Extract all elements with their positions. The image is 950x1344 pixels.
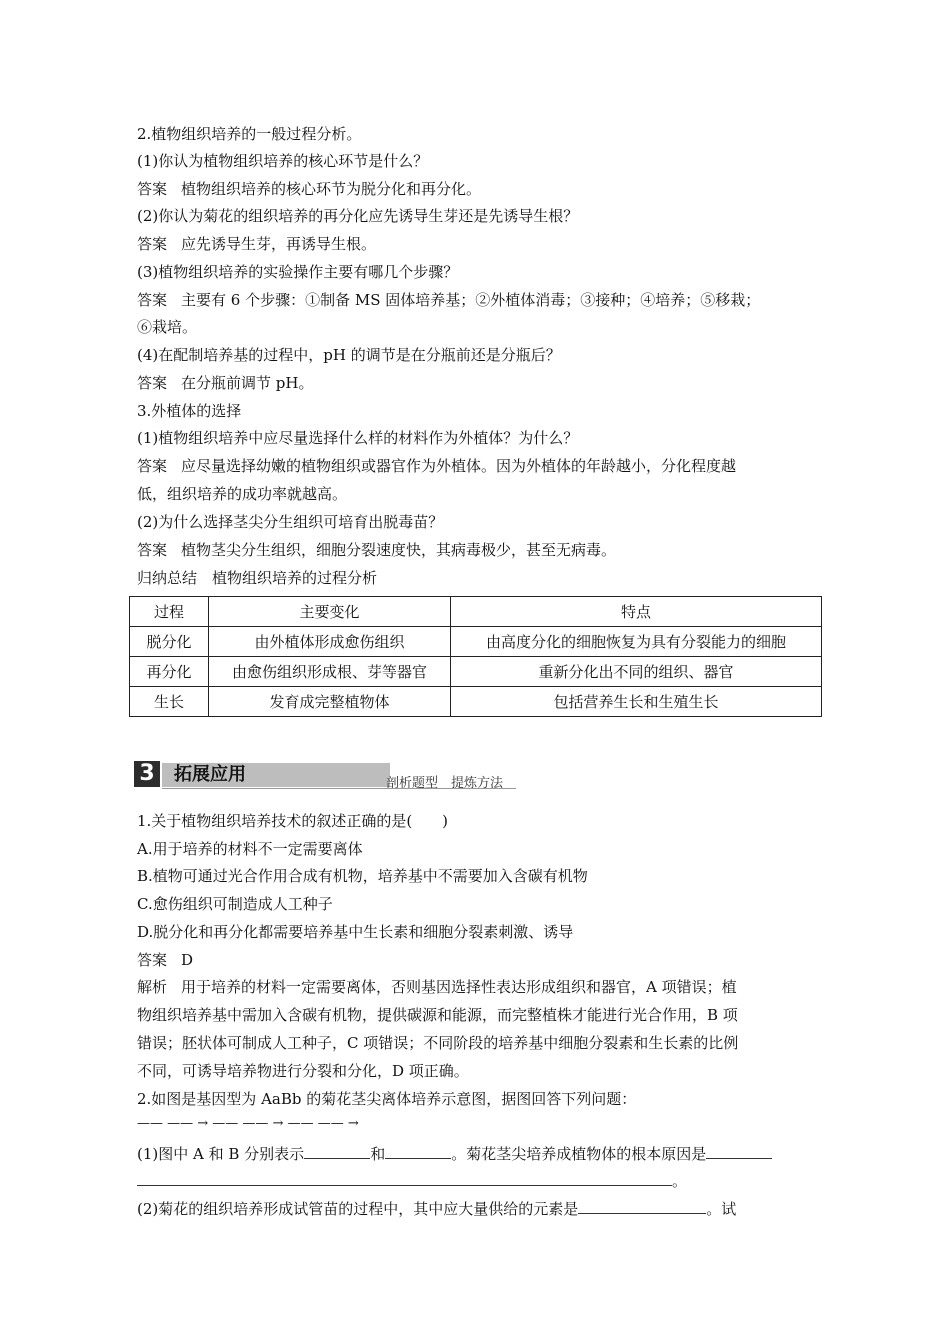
question1-analysis — [137, 977, 817, 997]
answer-label: 答案 — [137, 457, 168, 475]
section2-question-3: (3)植物组织培养的实验操作主要有哪几个步骤？ — [137, 263, 459, 281]
answer-text: 在分瓶前调节 pH。 — [181, 374, 314, 392]
table-row — [130, 657, 822, 687]
section3-question-1: (1)植物组织培养中应尽量选择什么样的材料作为外植体？为什么？ — [137, 429, 579, 447]
table-header: 特点 — [451, 597, 822, 627]
section3-heading: 3.外植体的选择 — [137, 402, 242, 420]
section2-question-4: (4)在配制培养基的过程中，pH 的调节是在分瓶前还是分瓶后？ — [137, 346, 561, 364]
answer-label: 答案 — [137, 374, 168, 392]
question1-analysis-cont: 不同，可诱导培养物进行分裂和分化，D 项正确。 — [137, 1062, 469, 1080]
answer-blank[interactable] — [304, 1144, 370, 1159]
answer-label: 答案 — [137, 180, 168, 198]
question1-stem: 1.关于植物组织培养技术的叙述正确的是( ) — [137, 812, 449, 830]
answer-label: 答案 — [137, 291, 168, 309]
analysis-label: 解析 — [137, 978, 168, 996]
table-header: 主要变化 — [209, 597, 451, 627]
section-number-badge: 3 — [134, 761, 160, 787]
summary-title: 归纳总结 植物组织培养的过程分析 — [137, 569, 378, 587]
table-row — [130, 687, 822, 717]
answer-text: 应先诱导生芽，再诱导生根。 — [181, 235, 377, 253]
banner-subtitle: 剖析题型 提炼方法 — [386, 776, 504, 791]
question1-analysis-cont: 物组织培养基中需加入含碳有机物，提供碳源和能源，而完整植株才能进行光合作用，B 项 — [137, 1006, 738, 1024]
banner-title: 拓展应用 — [174, 764, 246, 785]
question2-part1-cont — [137, 1171, 817, 1191]
table-cell: 生长 — [130, 687, 209, 717]
answer-blank[interactable] — [385, 1144, 451, 1159]
banner-divider — [162, 788, 516, 789]
answer-text: 植物茎尖分生组织，细胞分裂速度快，其病毒极少，甚至无病毒。 — [181, 541, 617, 559]
section3-answer-1 — [137, 456, 817, 476]
diagram-arrows: —— —— → —— —— → —— —— → — [137, 1116, 359, 1131]
question-text: 。菊花茎尖培养成植物体的根本原因是 — [451, 1145, 707, 1163]
section2-question-2: (2)你认为菊花的组织培养的再分化应先诱导生芽还是先诱导生根？ — [137, 207, 579, 225]
table-header-row — [130, 597, 822, 627]
table-cell: 重新分化出不同的组织、器官 — [451, 657, 822, 687]
answer-text: 主要有 6 个步骤：①制备 MS 固体培养基；②外植体消毒；③接种；④培养；⑤移栽； — [181, 291, 761, 309]
question-text: 。 — [672, 1172, 688, 1190]
section2-answer-4 — [137, 373, 817, 393]
answer-label: 答案 — [137, 235, 168, 253]
question-text: 和 — [370, 1145, 386, 1163]
table-cell: 包括营养生长和生殖生长 — [451, 687, 822, 717]
section2-answer-1 — [137, 179, 817, 199]
section2-answer-3 — [137, 290, 817, 310]
table-header: 过程 — [130, 597, 209, 627]
question1-analysis-cont: 错误；胚状体可制成人工种子，C 项错误；不同阶段的培养基中细胞分裂素和生长素的比例 — [137, 1034, 739, 1052]
table-cell: 由高度分化的细胞恢复为具有分裂能力的细胞 — [451, 627, 822, 657]
section3-question-2: (2)为什么选择茎尖分生组织可培育出脱毒苗？ — [137, 513, 444, 531]
table-cell: 由愈伤组织形成根、芽等器官 — [209, 657, 451, 687]
section3-answer-2 — [137, 540, 817, 560]
summary-table — [129, 596, 822, 717]
question1-option-a: A.用于培养的材料不一定需要离体 — [137, 840, 363, 858]
question-text: 。试 — [706, 1200, 737, 1218]
question2-part1 — [137, 1144, 817, 1164]
question1-answer — [137, 950, 817, 970]
table-cell: 脱分化 — [130, 627, 209, 657]
question1-option-d: D.脱分化和再分化都需要培养基中生长素和细胞分裂素刺激、诱导 — [137, 923, 574, 941]
answer-blank[interactable] — [137, 1171, 672, 1186]
table-cell: 由外植体形成愈伤组织 — [209, 627, 451, 657]
question1-option-c: C.愈伤组织可制造成人工种子 — [137, 895, 333, 913]
table-cell: 发育成完整植物体 — [209, 687, 451, 717]
analysis-text: 用于培养的材料一定需要离体，否则基因选择性表达形成组织和器官，A 项错误；植 — [181, 978, 737, 996]
table-row — [130, 627, 822, 657]
section2-heading: 2.植物组织培养的一般过程分析。 — [137, 125, 362, 143]
answer-label: 答案 — [137, 951, 168, 969]
section2-answer-2 — [137, 234, 817, 254]
question-text: (2)菊花的组织培养形成试管苗的过程中，其中应大量供给的元素是 — [137, 1200, 579, 1218]
answer-text: D — [181, 951, 194, 969]
question-text: (1)图中 A 和 B 分别表示 — [137, 1145, 305, 1163]
question2-stem: 2.如图是基因型为 AaBb 的菊花茎尖离体培养示意图，据图回答下列问题： — [137, 1090, 637, 1108]
answer-label: 答案 — [137, 541, 168, 559]
answer-blank[interactable] — [706, 1144, 772, 1159]
answer-text: 植物组织培养的核心环节为脱分化和再分化。 — [181, 180, 482, 198]
section2-answer-3-cont: ⑥栽培。 — [137, 318, 198, 336]
question1-option-b: B.植物可通过光合作用合成有机物，培养基中不需要加入含碳有机物 — [137, 867, 588, 885]
question2-part2 — [137, 1199, 817, 1219]
table-cell: 再分化 — [130, 657, 209, 687]
section-banner — [134, 761, 516, 789]
section2-question-1: (1)你认为植物组织培养的核心环节是什么？ — [137, 152, 429, 170]
answer-blank[interactable] — [578, 1199, 706, 1214]
section3-answer-1-cont: 低，组织培养的成功率就越高。 — [137, 485, 348, 503]
answer-text: 应尽量选择幼嫩的植物组织或器官作为外植体。因为外植体的年龄越小，分化程度越 — [181, 457, 737, 475]
